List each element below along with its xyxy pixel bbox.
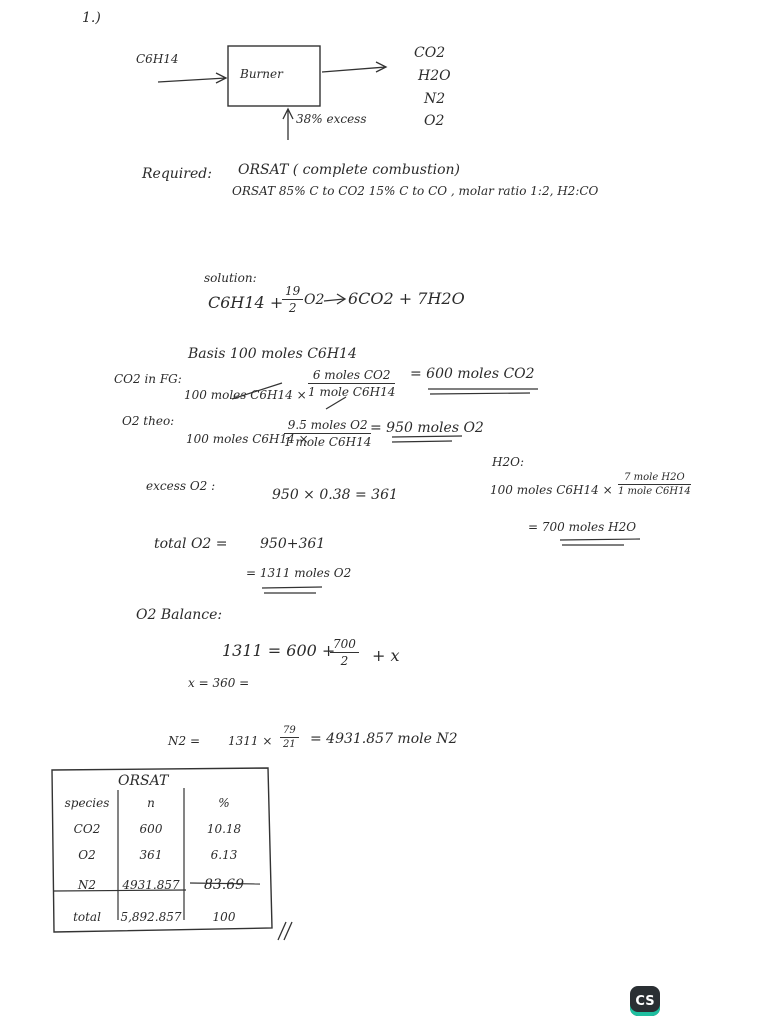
- feed-label: C6H14: [136, 52, 179, 66]
- header-species: species: [64, 796, 110, 810]
- co2-result: = 600 moles CO2: [410, 366, 535, 382]
- air-label: 38% excess: [296, 112, 367, 126]
- o2-balance-label: O2 Balance:: [136, 607, 223, 623]
- cell-n: 4931.857: [122, 878, 180, 892]
- total-o2-calc: 950+361: [260, 536, 326, 552]
- required-line-2: ORSAT 85% C to CO2 15% C to CO , molar ratio 1:2, H2:CO: [232, 184, 599, 198]
- cell-species: total: [73, 910, 101, 924]
- excess-o2-calc: 950 × 0.38 = 361: [272, 487, 398, 503]
- h2o-lhs: 100 moles C6H14 ×: [490, 483, 613, 497]
- solution-label: solution:: [204, 271, 257, 285]
- cell-n: 5,892.857: [120, 910, 182, 924]
- cell-species: N2: [77, 878, 97, 892]
- required-line-1: ORSAT ( complete combustion): [238, 162, 461, 178]
- cell-species: O2: [78, 848, 96, 862]
- cell-n: 600: [139, 822, 163, 836]
- orsat-table: [56, 790, 264, 932]
- table-row: [56, 816, 264, 842]
- cell-percent: 83.69: [203, 877, 245, 893]
- o2-balance-fraction: $\frac{700}{2}$: [330, 637, 359, 668]
- n2-result: = 4931.857 mole N2: [310, 731, 458, 747]
- reaction-o2-coefficient: $\frac{19}{2}$: [282, 284, 303, 315]
- product-co2: CO2: [414, 45, 446, 61]
- table-row: [56, 902, 264, 932]
- co2-conversion-fraction: 6 moles CO2 1 mole C6H14: [308, 368, 396, 399]
- n2-fraction: $\frac{79}{21}$: [280, 725, 299, 750]
- o2-theo-label: O2 theo:: [122, 414, 175, 428]
- cell-n: 361: [139, 848, 163, 862]
- orsat-table-title: ORSAT: [118, 773, 169, 789]
- o2-theo-result: = 950 moles O2: [370, 420, 484, 436]
- product-o2: O2: [424, 113, 445, 129]
- product-h2o: H2O: [418, 68, 451, 84]
- reaction-right: 6CO2 + 7H2O: [348, 289, 465, 308]
- n2-label: N2 =: [168, 734, 201, 748]
- cell-percent: 6.13: [210, 848, 238, 862]
- header-percent: %: [218, 796, 230, 810]
- problem-number: 1.): [82, 10, 101, 26]
- reaction-left: C6H14 +: [208, 293, 284, 312]
- o2-theo-lhs: 100 moles C6H14 ×: [186, 432, 309, 446]
- product-n2: N2: [424, 91, 446, 107]
- table-row: [56, 868, 264, 902]
- cell-species: CO2: [73, 822, 101, 836]
- o2-balance-rhs: + x: [372, 646, 400, 665]
- table-row: [56, 842, 264, 868]
- camscanner-logo: CS: [630, 986, 660, 1016]
- table-row: [56, 790, 264, 816]
- o2-balance-result: x = 360 =: [188, 676, 250, 690]
- cell-percent: 10.18: [206, 822, 242, 836]
- reaction-o2-symbol: O2: [304, 292, 325, 308]
- excess-o2-label: excess O2 :: [146, 479, 216, 493]
- h2o-conversion-fraction: 7 mole H2O 1 mole C6H14: [618, 472, 691, 497]
- header-n: n: [147, 796, 155, 810]
- h2o-result: = 700 moles H2O: [528, 520, 637, 534]
- h2o-label: H2O:: [492, 455, 524, 469]
- total-o2-result: = 1311 moles O2: [246, 566, 352, 580]
- burner-label: Burner: [240, 67, 283, 81]
- o2-balance-lhs: 1311 = 600 +: [222, 641, 336, 660]
- basis-line: Basis 100 moles C6H14: [188, 346, 357, 362]
- co2-lhs: 100 moles C6H14 ×: [184, 388, 307, 402]
- required-label: Required:: [142, 166, 212, 182]
- co2-label: CO2 in FG:: [114, 372, 182, 386]
- cell-percent: 100: [212, 910, 236, 924]
- n2-lhs: 1311 ×: [228, 734, 273, 748]
- o2-conversion-fraction: 9.5 moles O2 1 mole C6H14: [284, 418, 372, 449]
- total-o2-label: total O2 =: [154, 536, 228, 552]
